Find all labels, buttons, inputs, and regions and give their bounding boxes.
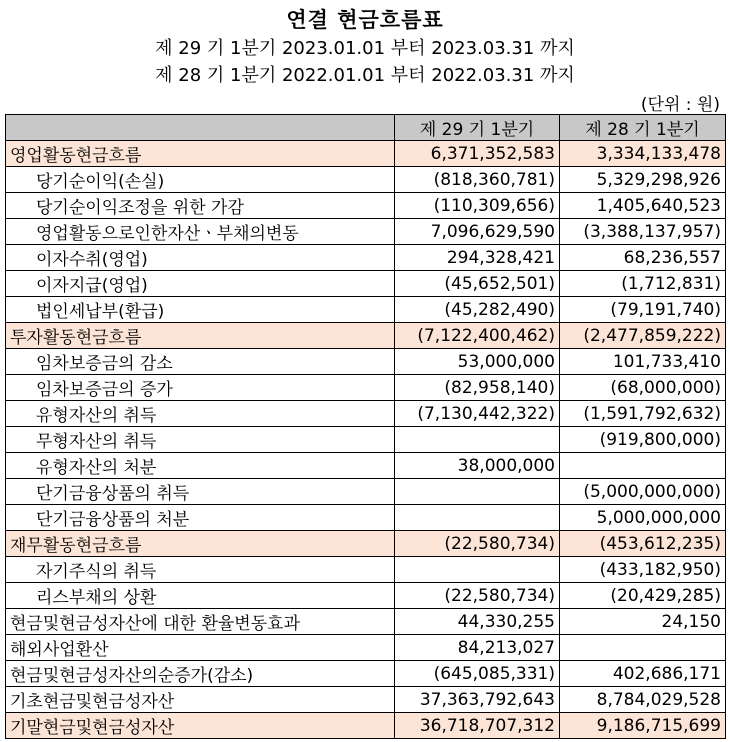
- row-label: 유형자산의 처분: [6, 453, 395, 479]
- table-row: [6, 635, 726, 661]
- current-period-value: [395, 557, 560, 583]
- prior-period-value: (3,388,137,957): [560, 219, 726, 245]
- prior-period-value: [560, 635, 726, 661]
- prior-period-value: 68,236,557: [560, 245, 726, 271]
- row-label: 유형자산의 취득: [6, 401, 395, 427]
- current-period-value: 6,371,352,583: [395, 141, 560, 167]
- row-label: 법인세납부(환급): [6, 297, 395, 323]
- header-prior-period: 제 28 기 1분기: [560, 115, 726, 141]
- table-row: [6, 167, 726, 193]
- table-row: [6, 583, 726, 609]
- row-label: 이자지급(영업): [6, 271, 395, 297]
- table-header-row: [6, 115, 726, 141]
- current-period-value: 84,213,027: [395, 635, 560, 661]
- table-row: [6, 297, 726, 323]
- table-row: [6, 453, 726, 479]
- row-label: 자기주식의 취득: [6, 557, 395, 583]
- current-period-value: (82,958,140): [395, 375, 560, 401]
- prior-period-value: [560, 453, 726, 479]
- prior-period-value: (79,191,740): [560, 297, 726, 323]
- prior-period-value: 5,000,000,000: [560, 505, 726, 531]
- row-label: 재무활동현금흐름: [6, 531, 395, 557]
- current-period-value: 7,096,629,590: [395, 219, 560, 245]
- current-period-value: 37,363,792,643: [395, 687, 560, 713]
- table-row: [6, 713, 726, 739]
- table-row: [6, 479, 726, 505]
- row-label: 현금및현금성자산에 대한 환율변동효과: [6, 609, 395, 635]
- current-period-value: (645,085,331): [395, 661, 560, 687]
- prior-period-value: (919,800,000): [560, 427, 726, 453]
- prior-period-value: (20,429,285): [560, 583, 726, 609]
- current-period-value: (7,130,442,322): [395, 401, 560, 427]
- current-period-value: (818,360,781): [395, 167, 560, 193]
- statement-title: 연결 현금흐름표: [286, 8, 444, 32]
- row-label: 이자수취(영업): [6, 245, 395, 271]
- row-label: 기초현금및현금성자산: [6, 687, 395, 713]
- table-row: [6, 375, 726, 401]
- prior-period-value: 101,733,410: [560, 349, 726, 375]
- row-label: 리스부채의 상환: [6, 583, 395, 609]
- row-label: 해외사업환산: [6, 635, 395, 661]
- prior-period-value: (1,591,792,632): [560, 401, 726, 427]
- prior-period: 제 28 기 1분기 2022.01.01 부터 2022.03.31 까지: [155, 65, 575, 86]
- table-row: [6, 193, 726, 219]
- current-period-value: (110,309,656): [395, 193, 560, 219]
- table-row: [6, 245, 726, 271]
- current-period-value: (22,580,734): [395, 531, 560, 557]
- row-label: 무형자산의 취득: [6, 427, 395, 453]
- current-period-value: [395, 505, 560, 531]
- unit-label: (단위 : 원): [640, 95, 720, 115]
- prior-period-value: 9,186,715,699: [560, 713, 726, 739]
- table-row: [6, 609, 726, 635]
- row-label: 임차보증금의 감소: [6, 349, 395, 375]
- header-blank-cell: [6, 115, 395, 141]
- table-row: [6, 323, 726, 349]
- prior-period-value: (433,182,950): [560, 557, 726, 583]
- header-current-period: 제 29 기 1분기: [395, 115, 560, 141]
- prior-period-value: (5,000,000,000): [560, 479, 726, 505]
- prior-period-value: 3,334,133,478: [560, 141, 726, 167]
- row-label: 단기금융상품의 취득: [6, 479, 395, 505]
- table-row: [6, 219, 726, 245]
- current-period-value: 53,000,000: [395, 349, 560, 375]
- current-period-value: (22,580,734): [395, 583, 560, 609]
- row-label: 현금및현금성자산의순증가(감소): [6, 661, 395, 687]
- table-row: [6, 401, 726, 427]
- table-row: [6, 661, 726, 687]
- current-period-value: [395, 427, 560, 453]
- row-label: 당기순이익(손실): [6, 167, 395, 193]
- prior-period-value: (68,000,000): [560, 375, 726, 401]
- current-period-value: 44,330,255: [395, 609, 560, 635]
- prior-period-value: 1,405,640,523: [560, 193, 726, 219]
- table-row: [6, 141, 726, 167]
- row-label: 투자활동현금흐름: [6, 323, 395, 349]
- table-row: [6, 505, 726, 531]
- current-period-value: [395, 479, 560, 505]
- table-row: [6, 531, 726, 557]
- prior-period-value: 24,150: [560, 609, 726, 635]
- current-period-value: 36,718,707,312: [395, 713, 560, 739]
- row-label: 당기순이익조정을 위한 가감: [6, 193, 395, 219]
- table-row: [6, 557, 726, 583]
- prior-period-value: (2,477,859,222): [560, 323, 726, 349]
- current-period-value: (45,282,490): [395, 297, 560, 323]
- row-label: 기말현금및현금성자산: [6, 713, 395, 739]
- current-period-value: (7,122,400,462): [395, 323, 560, 349]
- current-period-value: 294,328,421: [395, 245, 560, 271]
- table-row: [6, 687, 726, 713]
- prior-period-value: 8,784,029,528: [560, 687, 726, 713]
- table-row: [6, 271, 726, 297]
- current-period-value: 38,000,000: [395, 453, 560, 479]
- prior-period-value: (453,612,235): [560, 531, 726, 557]
- prior-period-value: 402,686,171: [560, 661, 726, 687]
- cash-flow-table: [5, 114, 726, 739]
- current-period-value: (45,652,501): [395, 271, 560, 297]
- table-row: [6, 427, 726, 453]
- current-period: 제 29 기 1분기 2023.01.01 부터 2023.03.31 까지: [155, 38, 575, 59]
- prior-period-value: (1,712,831): [560, 271, 726, 297]
- table-row: [6, 349, 726, 375]
- row-label: 임차보증금의 증가: [6, 375, 395, 401]
- row-label: 단기금융상품의 처분: [6, 505, 395, 531]
- prior-period-value: 5,329,298,926: [560, 167, 726, 193]
- row-label: 영업활동으로인한자산ㆍ부채의변동: [6, 219, 395, 245]
- row-label: 영업활동현금흐름: [6, 141, 395, 167]
